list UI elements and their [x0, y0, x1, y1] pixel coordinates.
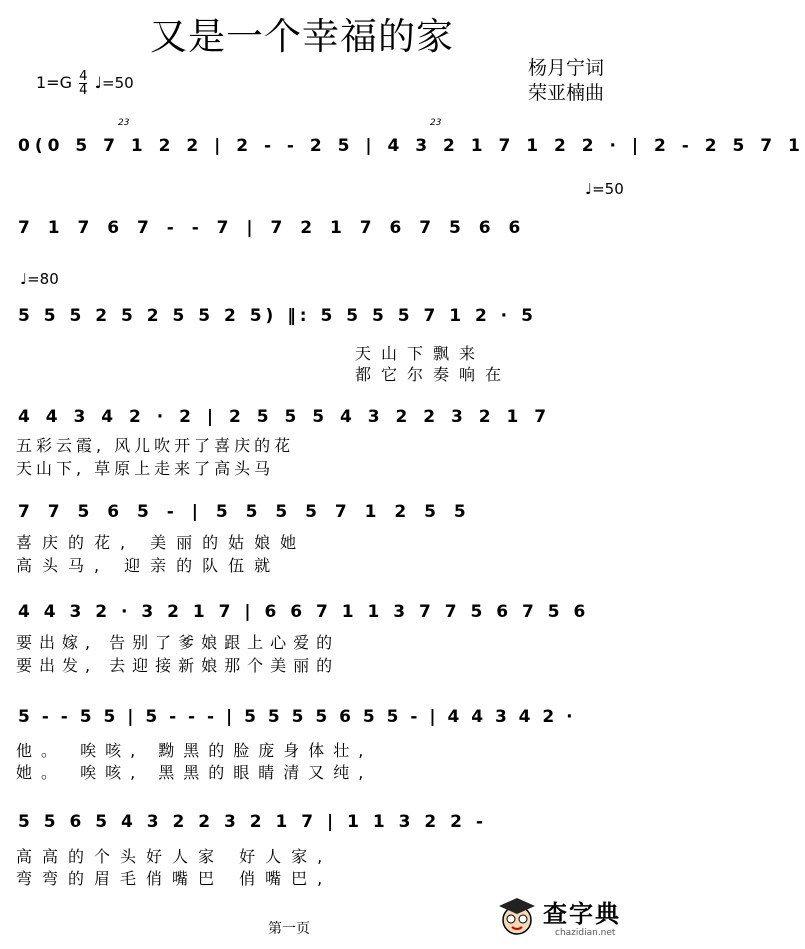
- system-5: 7 7 5 6 5 - | 5 5 5 5 7 1 2 5 5: [18, 502, 472, 522]
- lyric-5a: 喜庆的花, 美丽的姑娘她: [16, 533, 307, 552]
- quarter-note-icon: ♩: [585, 180, 593, 198]
- system-1: 0(0 5 7 1 2 2 | 2 - - 2 5 | 4 3 2 1 7 1 2 2 · | 2 - 2 5 7 1: [18, 136, 805, 156]
- lyric-6b: 要出发, 去迎接新娘那个美丽的: [16, 656, 340, 675]
- logo-text: 查字典: [543, 900, 621, 928]
- credits: [528, 56, 604, 106]
- composer: 荣亚楠曲: [528, 82, 605, 104]
- watermark: chazidian.net: [555, 928, 616, 938]
- lyric-7a: 他。 唉咳, 黝黑的脸庞身体壮,: [16, 741, 373, 760]
- site-logo: [495, 890, 645, 942]
- system-3: 5 5 5 2 5 2 5 5 2 5) ‖: 5 5 5 5 7 1 2 · 5: [18, 306, 537, 326]
- lyricist: 杨月宁词: [528, 57, 605, 79]
- lyric-8a: 高高的个头好人家 好人家,: [16, 847, 333, 866]
- page-title: 又是一个幸福的家: [150, 15, 454, 58]
- lyric-6a: 要出嫁, 告别了爹娘跟上心爱的: [16, 633, 340, 652]
- grace-note: 23: [118, 118, 130, 128]
- system-7: 5 - - 5 5 | 5 - - - | 5 5 5 5 6 5 5 - | 4 4 3 4 2 ·: [18, 707, 576, 727]
- page-footer: 第一页: [268, 921, 310, 937]
- system-6: 4 4 3 2 · 3 2 1 7 | 6 6 7 1 1 3 7 7 5 6 7 5 6: [18, 602, 590, 622]
- quarter-note-icon: ♩: [20, 270, 28, 288]
- time-top: 4: [79, 69, 88, 84]
- tempo-mark-3: ♩=80: [20, 270, 59, 288]
- lyric-8b: 弯弯的眉毛俏嘴巴 俏嘴巴,: [16, 869, 333, 888]
- lyric-4b: 天山下, 草原上走来了高头马: [16, 459, 275, 478]
- lyric-3b: 都它尔奏响在: [355, 365, 512, 384]
- grace-note: 23: [430, 118, 442, 128]
- lyric-3a: 天山下飘来: [355, 344, 486, 363]
- lyric-7b: 她。 唉咳, 黑黑的眼睛清又纯,: [16, 763, 373, 782]
- system-4: 4 4 3 4 2 · 2 | 2 5 5 5 4 3 2 2 3 2 1 7: [18, 407, 552, 427]
- tempo-mark-2: ♩=50: [585, 180, 624, 198]
- quarter-note-icon: ♩: [94, 73, 102, 92]
- system-8: 5 5 6 5 4 3 2 2 3 2 1 7 | 1 1 3 2 2 -: [18, 812, 487, 832]
- mascot-icon: [495, 894, 539, 938]
- time-bottom: 4: [79, 83, 88, 98]
- lyric-4a: 五彩云霞, 风儿吹开了喜庆的花: [16, 436, 295, 455]
- system-2: 7 1 7 6 7 - - 7 | 7 2 1 7 6 7 5 6 6: [18, 218, 527, 238]
- lyric-5b: 高头马, 迎亲的队伍就: [16, 556, 281, 575]
- key-signature: 1=G $\frac{4}{4}$ ♩=50: [36, 69, 134, 98]
